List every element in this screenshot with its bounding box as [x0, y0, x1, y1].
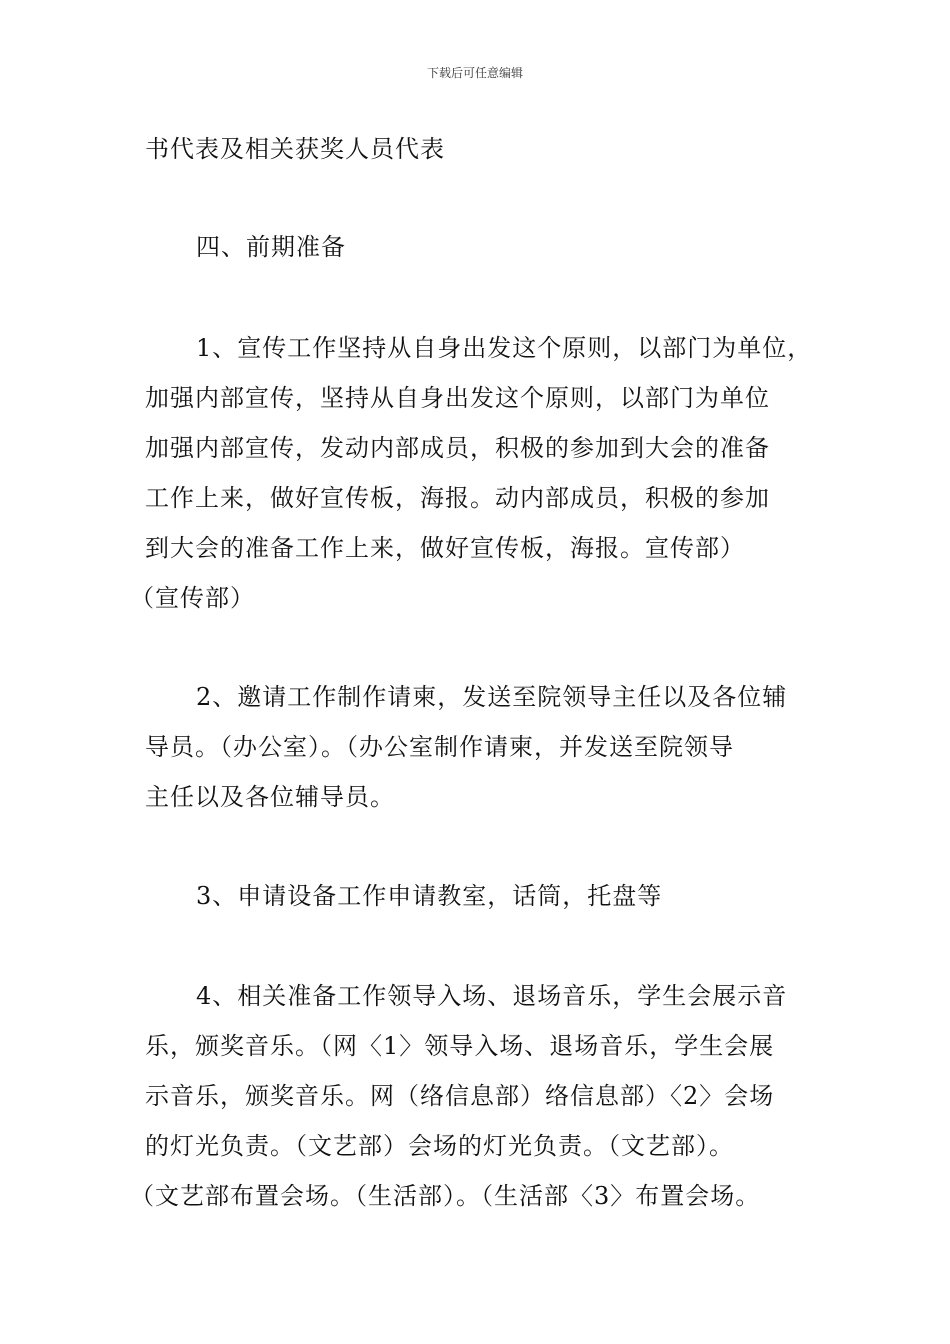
text-line: （宣传部）: [130, 584, 255, 612]
text-line: 的灯光负责。（文艺部）会场的灯光负责。（文艺部）。: [145, 1132, 734, 1160]
section-heading: 四、前期准备: [196, 233, 346, 261]
text-line: 工作上来，做好宣传板，海报。动内部成员，积极的参加: [145, 484, 770, 512]
text-line: 乐，颁奖音乐。（网〈1〉领导入场、退场音乐，学生会展: [145, 1032, 775, 1060]
text-line: 2、邀请工作制作请柬，发送至院领导主任以及各位辅: [196, 683, 788, 711]
text-line: 1、宣传工作坚持从自身出发这个原则，以部门为单位，: [196, 334, 813, 362]
text-line: 到大会的准备工作上来，做好宣传板，海报。宣传部）: [145, 534, 745, 562]
text-line: 3、申请设备工作申请教室，话筒，托盘等: [196, 882, 663, 910]
text-line: 书代表及相关获奖人员代表: [145, 135, 445, 163]
text-line: 导员。（办公室）。（办公室制作请柬，并发送至院领导: [145, 733, 734, 761]
text-line: 加强内部宣传，坚持从自身出发这个原则，以部门为单位: [145, 384, 770, 412]
text-line: 主任以及各位辅导员。: [145, 783, 395, 811]
text-line: 示音乐，颁奖音乐。网（络信息部）络信息部）〈2〉会场: [145, 1082, 775, 1110]
text-line: （文艺部布置会场。（生活部）。（生活部〈3〉布置会场。: [130, 1182, 761, 1210]
page-header: 下载后可任意编辑: [426, 66, 523, 80]
text-line: 4、相关准备工作领导入场、退场音乐，学生会展示音: [196, 982, 788, 1010]
text-line: 加强内部宣传，发动内部成员，积极的参加到大会的准备: [145, 434, 770, 462]
